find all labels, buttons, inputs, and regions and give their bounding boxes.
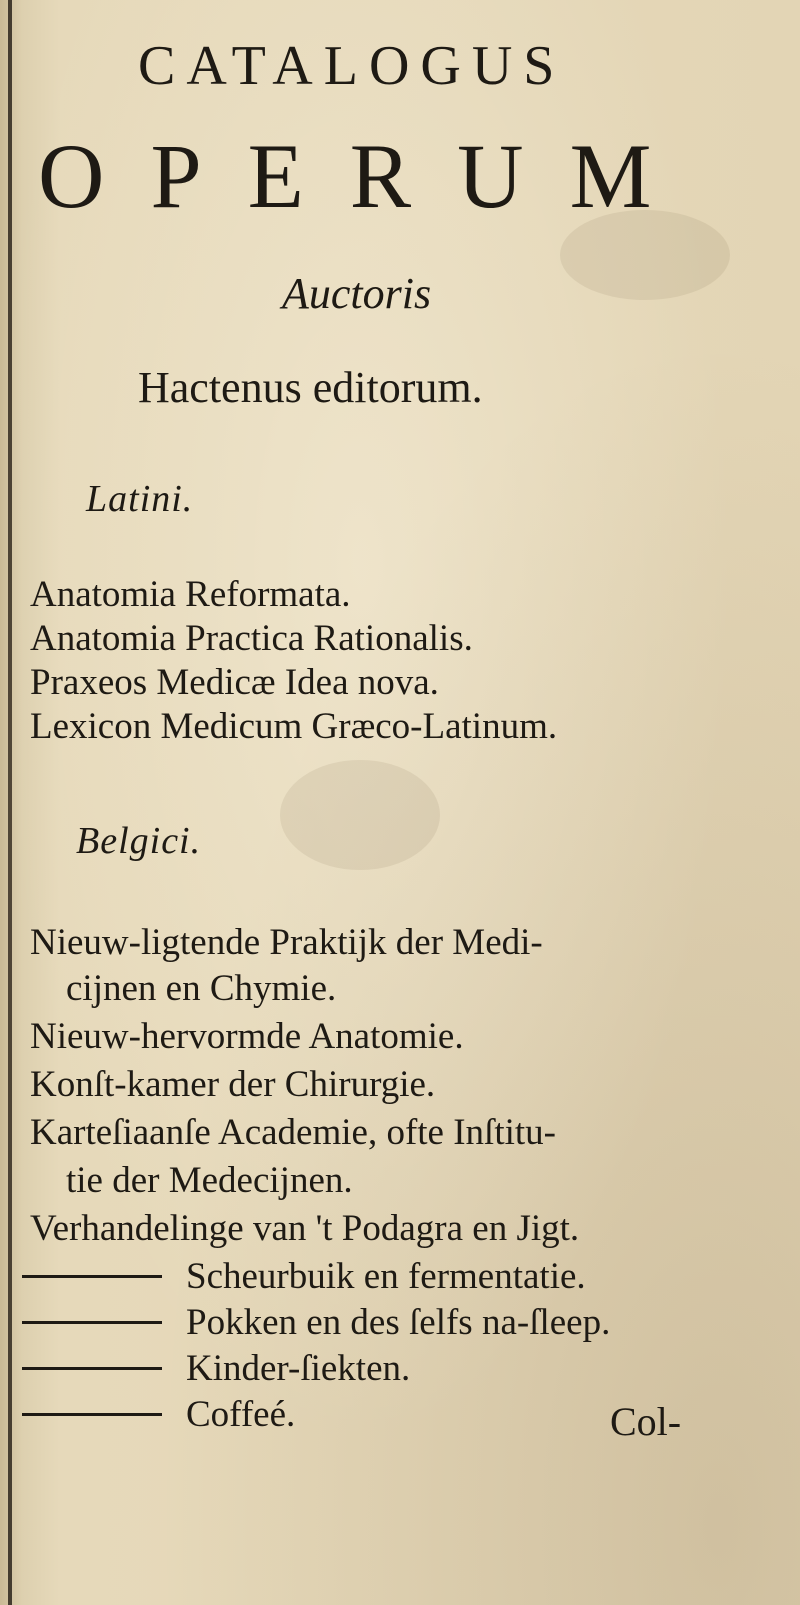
section-heading-latini: Latini. bbox=[86, 478, 194, 520]
section-heading-belgici: Belgici. bbox=[76, 820, 202, 862]
list-item-continuation: cijnen en Chymie. bbox=[66, 968, 337, 1009]
title-auctoris: Auctoris bbox=[282, 269, 432, 318]
list-item bbox=[22, 1350, 410, 1387]
list-item: Nieuw-ligtende Praktijk der Medi- bbox=[30, 922, 543, 963]
list-item: Karteſiaanſe Academie, ofte Inſtitu- bbox=[30, 1112, 556, 1153]
paper-stain bbox=[280, 760, 440, 870]
title-catalogus: CATALOGUS bbox=[138, 35, 566, 97]
list-item: Verhandelinge van 't Podagra en Jigt. bbox=[30, 1208, 580, 1249]
list-item: Konſt-kamer der Chirurgie. bbox=[30, 1064, 436, 1105]
list-item bbox=[22, 1258, 586, 1295]
list-item-text: Kinder-ſiekten. bbox=[186, 1348, 411, 1389]
title-hactenus: Hactenus editorum. bbox=[138, 363, 483, 412]
list-item: Praxeos Medicæ Idea nova. bbox=[30, 662, 439, 703]
list-item-continuation: tie der Medecijnen. bbox=[66, 1160, 353, 1201]
ditto-rule bbox=[22, 1367, 162, 1370]
catchword: Col- bbox=[610, 1399, 682, 1444]
ditto-rule bbox=[22, 1413, 162, 1416]
ditto-rule bbox=[22, 1275, 162, 1278]
list-item bbox=[22, 1304, 610, 1341]
list-item-text: Pokken en des ſelfs na-ſleep. bbox=[186, 1302, 611, 1343]
title-operum: OPERUM bbox=[38, 125, 698, 227]
list-item: Nieuw-hervormde Anatomie. bbox=[30, 1016, 464, 1057]
list-item: Lexicon Medicum Græco-Latinum. bbox=[30, 706, 558, 747]
list-item-text: Scheurbuik en fermentatie. bbox=[186, 1256, 586, 1297]
binding-edge bbox=[8, 0, 12, 1605]
list-item bbox=[22, 1396, 295, 1433]
list-item: Anatomia Practica Rationalis. bbox=[30, 618, 473, 659]
list-item-text: Coffeé. bbox=[186, 1394, 296, 1435]
list-item: Anatomia Reformata. bbox=[30, 574, 351, 615]
ditto-rule bbox=[22, 1321, 162, 1324]
